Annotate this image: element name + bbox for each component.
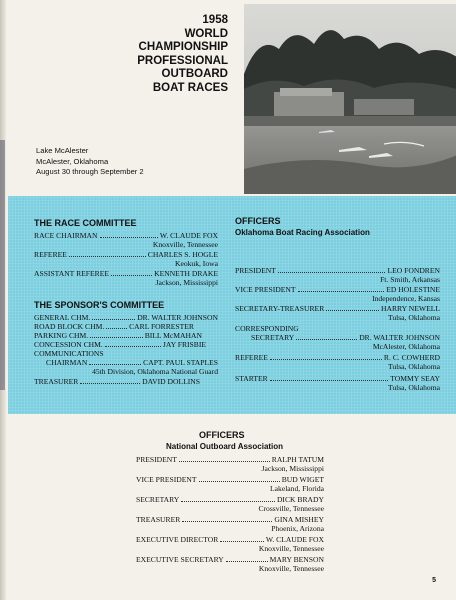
- national-officers-section: [8, 414, 456, 600]
- leader-dots: [80, 383, 140, 384]
- entry-location: Lakeland, Florida: [270, 484, 324, 493]
- entry-role: TREASURER: [34, 377, 79, 386]
- officer-entry: [251, 333, 440, 351]
- title-line: OUTBOARD: [161, 68, 228, 80]
- leader-dots: [270, 359, 382, 360]
- entry-name: HARRY NEWELL: [381, 304, 440, 313]
- officer-entry: [136, 495, 324, 513]
- entry-name: BUD WIGET: [281, 475, 324, 484]
- committee-entry: [46, 358, 218, 376]
- officer-entry: [136, 535, 324, 553]
- entry-location: Tulsa, Oklahoma: [387, 313, 440, 322]
- leader-dots: [179, 461, 270, 462]
- page-number: 5: [432, 577, 436, 584]
- entry-name: DICK BRADY: [276, 495, 324, 504]
- entry-name: KENNETH DRAKE: [154, 269, 218, 278]
- entry-role: COMMUNICATIONS: [34, 349, 104, 358]
- title-line: BOAT RACES: [152, 81, 228, 94]
- entry-name: W. CLAUDE FOX: [265, 535, 324, 544]
- title-line: CHAMPIONSHIP: [138, 41, 228, 53]
- entry-role: RACE CHAIRMAN: [34, 231, 98, 240]
- entry-role: PRESIDENT: [235, 266, 276, 275]
- binding-shadow: [0, 140, 5, 390]
- entry-location: Keokuk, Iowa: [174, 259, 218, 268]
- committee-entry: [34, 250, 218, 268]
- entry-location: Knoxville, Tennessee: [258, 564, 324, 573]
- entry-role: VICE PRESIDENT: [235, 285, 296, 294]
- leader-dots: [90, 337, 143, 338]
- leader-dots: [199, 481, 280, 482]
- leader-dots: [226, 561, 268, 562]
- entry-role: REFEREE: [34, 250, 67, 259]
- entry-location: Jackson, Mississippi: [261, 464, 324, 473]
- entry-name: RALPH TATUM: [271, 455, 324, 464]
- entry-location: Tulsa, Oklahoma: [387, 362, 440, 371]
- entry-name: MARY BENSON: [269, 555, 324, 564]
- entry-name: TOMMY SEAY: [390, 374, 440, 383]
- committee-entry: [34, 377, 200, 386]
- entry-location: McAlester, Oklahoma: [372, 342, 440, 351]
- officer-entry: [136, 515, 324, 533]
- officer-entry: [235, 266, 440, 284]
- entry-name: R. C. COWHERD: [383, 353, 440, 362]
- entry-role: REFEREE: [235, 353, 268, 362]
- oklahoma-officers-heading: OFFICERS: [235, 216, 281, 226]
- location-line: August 30 through September 2: [36, 167, 144, 176]
- location-line: Lake McAlester: [36, 146, 89, 155]
- committee-entry: [34, 322, 194, 331]
- leader-dots: [296, 339, 357, 340]
- entry-role: PRESIDENT: [136, 455, 177, 464]
- entry-name: GINA MISHEY: [274, 515, 324, 524]
- officer-entry: [235, 353, 440, 371]
- entry-location: Jackson, Mississippi: [155, 278, 218, 287]
- officer-entry: [136, 455, 324, 473]
- entry-role: SECRETARY-TREASURER: [235, 304, 325, 313]
- race-committee-heading: THE RACE COMMITTEE: [34, 218, 137, 228]
- entry-location: Tulsa, Oklahoma: [387, 383, 440, 392]
- officer-entry: [136, 555, 324, 573]
- oklahoma-association-name: Oklahoma Boat Racing Association: [235, 228, 370, 237]
- leader-dots: [181, 501, 275, 502]
- entry-name: CAPT. PAUL STAPLES: [143, 358, 218, 367]
- leader-dots: [111, 275, 152, 276]
- leader-dots: [220, 541, 264, 542]
- entry-role: SECRETARY: [136, 495, 180, 504]
- officer-entry: [235, 304, 440, 322]
- national-association-name: National Outboard Association: [166, 442, 284, 451]
- event-title: [136, 14, 228, 95]
- leader-dots: [278, 272, 386, 273]
- entry-role: CORRESPONDING: [235, 324, 299, 333]
- entry-name: W. CLAUDE FOX: [159, 231, 218, 240]
- entry-role: EXECUTIVE SECRETARY: [136, 555, 224, 564]
- entry-name: LEO FONDREN: [387, 266, 440, 275]
- entry-role: ROAD BLOCK CHM.: [34, 322, 105, 331]
- entry-name: JAY FRISBIE: [162, 340, 206, 349]
- committee-entry: [34, 340, 206, 349]
- committee-entry: [34, 269, 218, 287]
- leader-dots: [106, 328, 127, 329]
- sponsor-committee-heading: THE SPONSOR'S COMMITTEE: [34, 300, 165, 310]
- entry-role: PARKING CHM.: [34, 331, 89, 340]
- lake-photo-image: [244, 4, 456, 194]
- officer-entry: [136, 475, 324, 493]
- committee-entry: [34, 313, 218, 322]
- title-line: WORLD: [184, 27, 228, 40]
- entry-location: Knoxville, Tennessee: [258, 544, 324, 553]
- entry-role: ASSISTANT REFEREE: [34, 269, 109, 278]
- leader-dots: [69, 256, 146, 257]
- entry-location: Crossville, Tennessee: [258, 504, 324, 513]
- entry-role: TREASURER: [136, 515, 181, 524]
- entry-location: Independence, Kansas: [372, 294, 440, 303]
- event-location: [36, 146, 144, 178]
- entry-location: 45th Division, Oklahoma National Guard: [92, 367, 218, 376]
- officer-entry: [235, 285, 440, 303]
- committee-entry: [34, 349, 218, 358]
- entry-name: CARL FORRESTER: [129, 322, 194, 331]
- entry-name: DAVID DOLLINS: [142, 377, 200, 386]
- entry-name: DR. WALTER JOHNSON: [359, 333, 440, 342]
- title-line: PROFESSIONAL: [137, 54, 228, 67]
- committee-entry: [34, 331, 202, 340]
- entry-role: VICE PRESIDENT: [136, 475, 197, 484]
- entry-name: ED HOLESTINE: [386, 285, 440, 294]
- committees-band: [8, 196, 456, 414]
- entry-name: DR. WALTER JOHNSON: [137, 313, 218, 322]
- entry-role: GENERAL CHM.: [34, 313, 91, 322]
- title-line: 1958: [202, 14, 228, 26]
- leader-dots: [92, 319, 135, 320]
- leader-dots: [298, 291, 385, 292]
- entry-name: BILL McMAHAN: [144, 331, 202, 340]
- entry-role: SECRETARY: [251, 333, 295, 342]
- leader-dots: [100, 237, 158, 238]
- entry-role: CHAIRMAN: [46, 358, 88, 367]
- entry-location: Knoxville, Tennessee: [152, 240, 218, 249]
- officer-entry: [235, 324, 440, 333]
- national-officers-heading: OFFICERS: [199, 430, 245, 440]
- officer-entry: [235, 374, 440, 392]
- leader-dots: [270, 380, 389, 381]
- location-line: McAlester, Oklahoma: [36, 156, 109, 166]
- committee-entry: [34, 231, 218, 249]
- leader-dots: [326, 310, 379, 311]
- entry-role: CONCESSION CHM.: [34, 340, 103, 349]
- lake-photo: [244, 4, 456, 194]
- leader-dots: [89, 364, 141, 365]
- header-section: [8, 0, 456, 195]
- entry-role: STARTER: [235, 374, 268, 383]
- entry-location: Phoenix, Arizona: [271, 524, 324, 533]
- entry-role: EXECUTIVE DIRECTOR: [136, 535, 219, 544]
- leader-dots: [105, 346, 161, 347]
- entry-name: CHARLES S. HOGLE: [147, 250, 218, 259]
- entry-location: Ft. Smith, Arkansas: [380, 275, 440, 284]
- leader-dots: [182, 521, 272, 522]
